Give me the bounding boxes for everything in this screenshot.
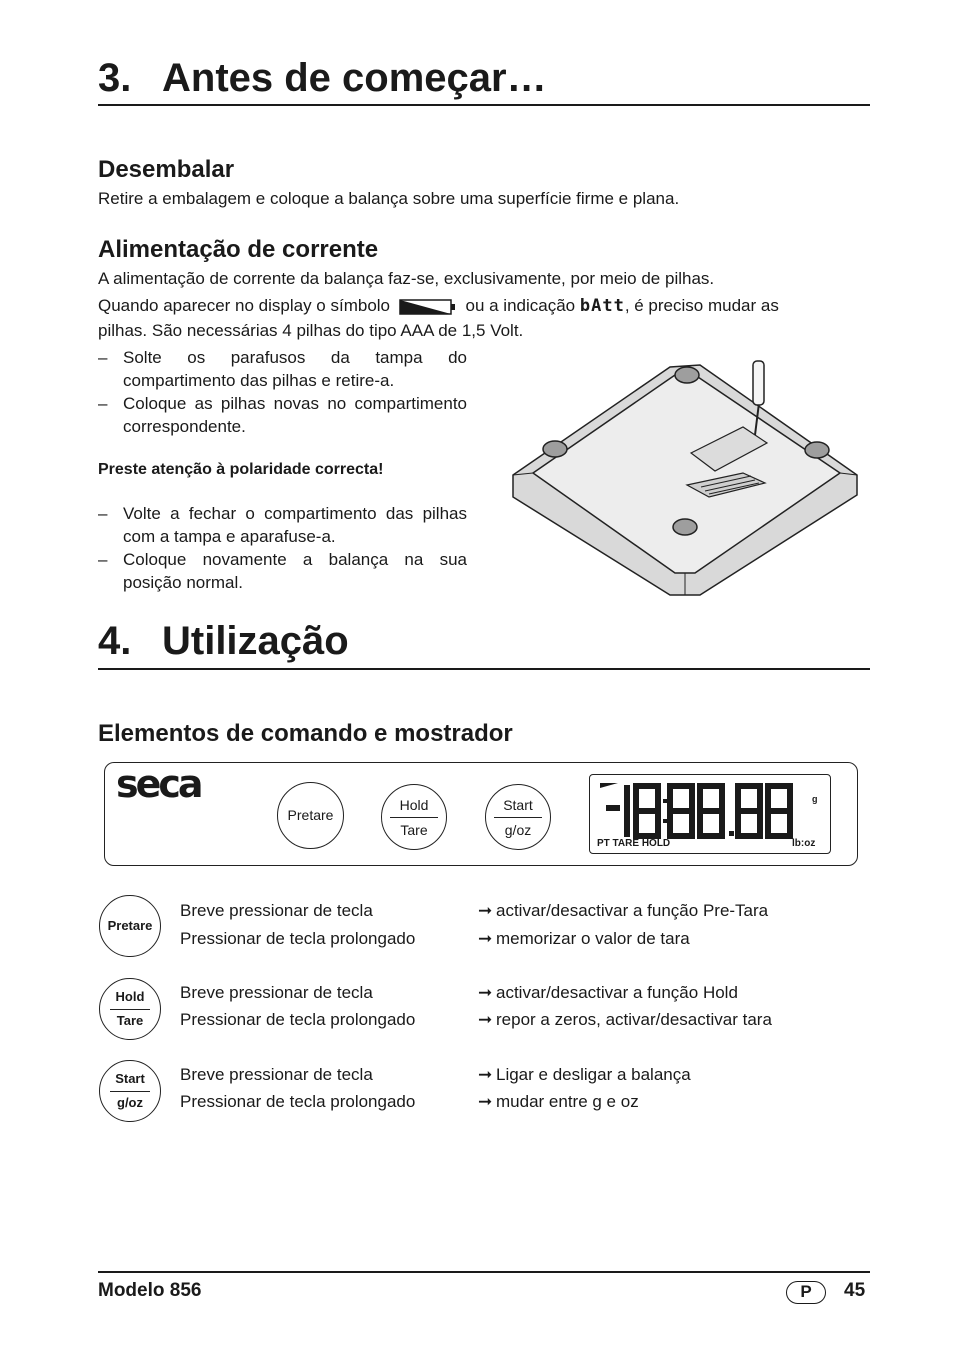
arrow-right-icon: ➞ [478, 1092, 493, 1111]
lcd-unit-g: g [812, 794, 818, 804]
hold-tare-button[interactable]: Hold Tare [381, 784, 447, 850]
key-row-start-long-action: ➞ mudar entre g e oz [478, 1088, 639, 1115]
section-4-title: Utilização [162, 619, 349, 663]
batt-indication: bAtt [579, 296, 625, 316]
lcd-digits [596, 779, 808, 843]
arrow-right-icon: ➞ [478, 1065, 493, 1084]
controls-heading: Elementos de comando e mostrador [98, 720, 513, 747]
section-3-heading [98, 54, 870, 106]
key-row-pretare-short: Breve pressionar de tecla [180, 901, 373, 920]
language-badge: P [786, 1281, 826, 1304]
seca-logo: seca [116, 762, 201, 806]
section-4-number: 4. [98, 619, 132, 663]
arrow-right-icon: ➞ [478, 929, 493, 948]
alimentacao-line3: pilhas. São necessárias 4 pilhas do tipo AAA de 1,5 Volt. [98, 321, 524, 340]
key-row-pretare-long-action: ➞ memorizar o valor de tara [478, 925, 690, 952]
lcd-unit-lboz: lb:oz [792, 838, 816, 849]
alimentacao-heading: Alimentação de corrente [98, 236, 379, 263]
pretare-button[interactable]: Pretare [277, 782, 344, 849]
desembalar-text: Retire a embalagem e coloque a balança sobre uma superfície firme e plana. [98, 189, 680, 208]
lcd-indicators: PT TARE HOLD [597, 838, 671, 849]
alimentacao-line1: A alimentação de corrente da balança faz-se, exclusivamente, por meio de pilhas. [98, 269, 715, 288]
battery-steps-2 [98, 502, 467, 594]
alimentacao-line2: Quando aparecer no display o símbolo ou a indicação bAtt, é preciso mudar as [98, 296, 779, 316]
section-4-heading [98, 617, 870, 670]
key-row-hold-short: Breve pressionar de tecla [180, 983, 373, 1002]
list-item: – Coloque as pilhas novas no compartimento correspondente. [98, 392, 467, 438]
key-row-start-short: Breve pressionar de tecla [180, 1065, 373, 1084]
list-item: – Volte a fechar o compartimento das pilhas com a tampa e aparafuse-a. [98, 502, 467, 548]
key-row-start-long: Pressionar de tecla prolongado [180, 1092, 416, 1111]
arrow-right-icon: ➞ [478, 1010, 493, 1029]
key-row-pretare-long: Pressionar de tecla prolongado [180, 929, 416, 948]
battery-steps-1 [98, 346, 467, 438]
polarity-warning: Preste atenção à polaridade correcta! [98, 461, 384, 478]
battery-low-icon [399, 298, 457, 316]
footer-model: Modelo 856 [98, 1280, 202, 1301]
key-row-hold-long: Pressionar de tecla prolongado [180, 1010, 416, 1029]
key-row-start-short-action: ➞ Ligar e desligar a balança [478, 1061, 691, 1088]
list-item: – Coloque novamente a balança na sua posição normal. [98, 548, 467, 594]
arrow-right-icon: ➞ [478, 901, 493, 920]
list-item: – Solte os parafusos da tampa do compartimento das pilhas e retire-a. [98, 346, 467, 392]
key-row-pretare-short-action: ➞ activar/desactivar a função Pre-Tara [478, 897, 768, 924]
pretare-key-icon: Pretare [99, 895, 161, 957]
desembalar-heading: Desembalar [98, 156, 235, 183]
key-row-hold-short-action: ➞ activar/desactivar a função Hold [478, 979, 738, 1006]
page-number: 45 [844, 1280, 866, 1301]
scale-illustration [505, 355, 865, 600]
key-row-hold-long-action: ➞ repor a zeros, activar/desactivar tara [478, 1006, 772, 1033]
footer-divider [98, 1271, 870, 1273]
start-goz-key-icon: Start g/oz [99, 1060, 161, 1122]
arrow-right-icon: ➞ [478, 983, 493, 1002]
section-3-title: Antes de começar… [162, 56, 547, 100]
start-goz-button[interactable]: Start g/oz [485, 784, 551, 850]
section-3-number: 3. [98, 56, 132, 100]
hold-tare-key-icon: Hold Tare [99, 978, 161, 1040]
